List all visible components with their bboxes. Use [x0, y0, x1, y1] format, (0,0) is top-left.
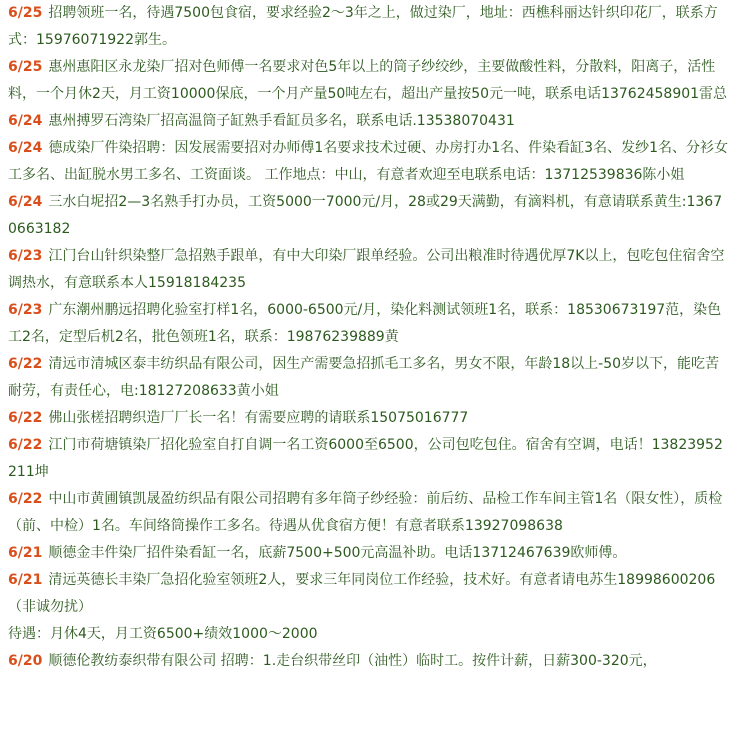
post-date: 6/22 [8, 410, 43, 426]
post-text: 惠州搏罗石湾染厂招高温筒子缸熟手看缸员多名，联系电话.13538070431 [48, 113, 515, 129]
post-text: 江门台山针织染整厂急招熟手跟单，有中大印染厂跟单经验。公司出粮准时待遇优厚7K以上，包吃包住宿舍空调热水，有意联系本人15918184235 [8, 248, 725, 291]
post-text: 德成染厂件染招聘：因发展需要招对办师傅1名要求技术过硬、办房打办1名、件染看缸3名、发纱1名、分衫女工多名、出缸脱水男工多名、工资面谈。 工作地点：中山，有意者欢迎至电联系电话：13712539836陈小姐 [8, 140, 728, 183]
job-post [8, 567, 729, 648]
job-post [8, 405, 729, 432]
post-text: 惠州惠阳区永龙染厂招对色师傅一名要求对色5年以上的筒子纱绞纱，主要做酸性料，分散料，阳离子，活性料，一个月休2天，月工资10000保底，一个月产量50吨左右，超出产量按50元一吨，联系电话13762458901雷总 [8, 59, 728, 102]
post-date: 6/22 [8, 356, 43, 372]
post-text: 广东潮州鹏远招聘化验室打样1名，6000-6500元/月，染化料测试领班1名，联系：18530673197范，染色工2名，定型后机2名，批色领班1名，联系：19876239889黄 [8, 302, 722, 345]
post-extra-line: 待遇：月休4天，月工资6500+绩效1000～2000 [8, 626, 318, 642]
post-date: 6/20 [8, 653, 43, 669]
job-post [8, 540, 729, 567]
job-post [8, 648, 729, 675]
job-post [8, 432, 729, 486]
post-text: 佛山张槎招聘织造厂厂长一名！有需要应聘的请联系15075016777 [48, 410, 469, 426]
post-text: 清远英德长丰染厂急招化验室领班2人，要求三年同岗位工作经验，技术好。有意者请电苏生18998600206（非诚勿扰） [8, 572, 716, 615]
job-post [8, 486, 729, 540]
post-date: 6/22 [8, 491, 43, 507]
job-post [8, 243, 729, 297]
post-date: 6/23 [8, 248, 43, 264]
job-post [8, 54, 729, 108]
job-post [8, 297, 729, 351]
post-date: 6/25 [8, 5, 43, 21]
post-date: 6/24 [8, 113, 43, 129]
job-post [8, 351, 729, 405]
job-post [8, 108, 729, 135]
post-text: 清远市清城区泰丰纺织品有限公司，因生产需要急招抓毛工多名，男女不限，年龄18以上-50岁以下，能吃苦耐劳，有责任心，电:18127208633黄小姐 [8, 356, 720, 399]
post-text: 招聘领班一名，待遇7500包食宿，要求经验2～3年之上，做过染厂，地址：西樵科丽达针织印花厂，联系方式：15976071922郭生。 [8, 5, 718, 48]
post-date: 6/25 [8, 59, 43, 75]
post-text: 三水白坭招2—3名熟手打办员，工资5000一7000元/月，28或29天满勤，有滴料机，有意请联系黄生:13670663182 [8, 194, 723, 237]
post-date: 6/21 [8, 572, 43, 588]
job-post [8, 189, 729, 243]
post-date: 6/24 [8, 194, 43, 210]
job-post [8, 0, 729, 54]
post-date: 6/22 [8, 437, 43, 453]
post-text: 顺德金丰件染厂招件染看缸一名，底薪7500+500元高温补助。电话13712467639欧师傅。 [48, 545, 627, 561]
post-date: 6/23 [8, 302, 43, 318]
post-text: 顺德伦教纺泰织带有限公司 招聘：1.走台织带丝印（油性）临时工。按件计薪，日薪300-320元， [48, 653, 657, 669]
post-date: 6/24 [8, 140, 43, 156]
post-date: 6/21 [8, 545, 43, 561]
post-text: 中山市黄圃镇凯晟盈纺织品有限公司招聘有多年筒子纱经验：前后纺、品检工作车间主管1名（限女性），质检（前、中检）1名。车间络筒操作工多名。待遇从优食宿方便！有意者联系13927098638 [8, 491, 723, 534]
post-text: 江门市荷塘镇染厂招化验室自打自调一名工资6000至6500，公司包吃包住。宿舍有空调，电话！13823952211坤 [8, 437, 723, 480]
job-post [8, 135, 729, 189]
